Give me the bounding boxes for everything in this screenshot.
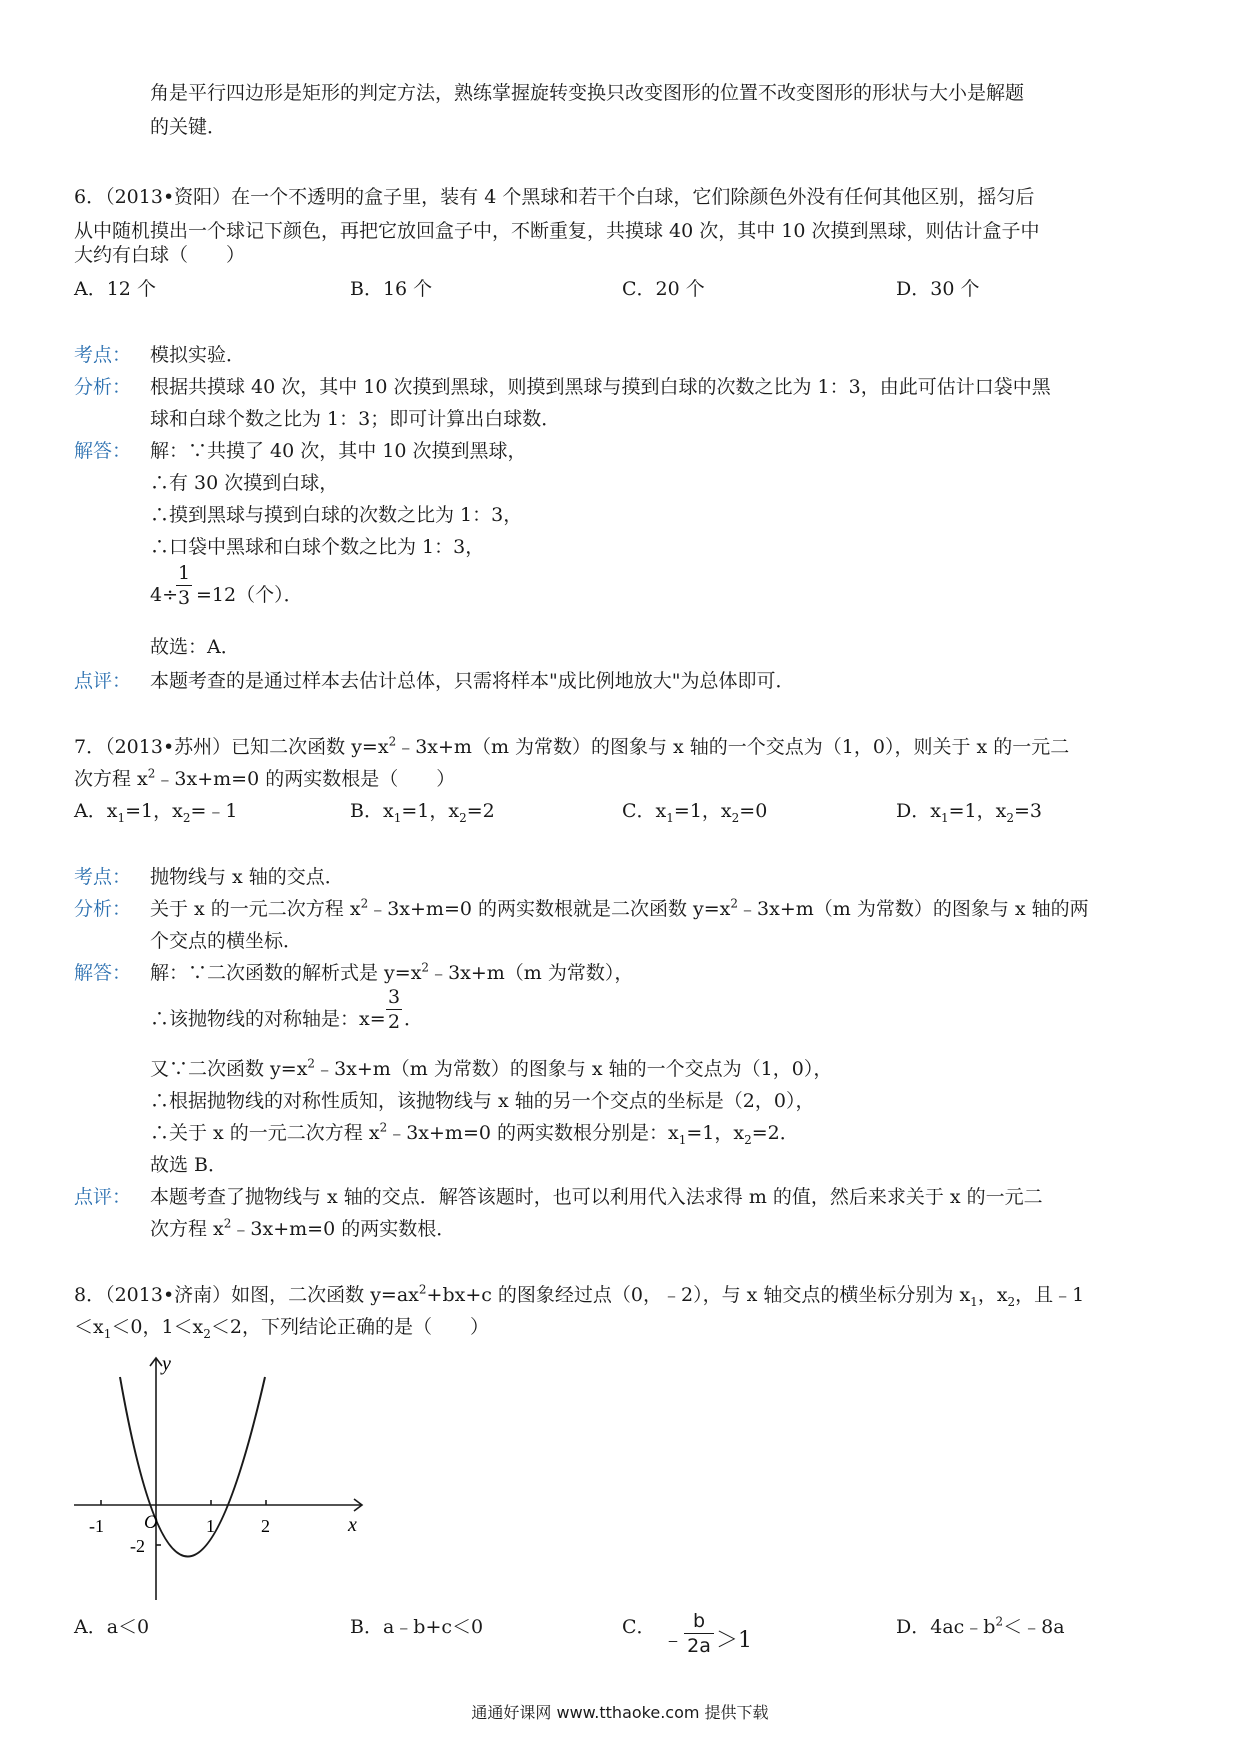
parabola-curve (120, 1377, 265, 1557)
page-footer: 通通好课网 www.tthaoke.com 提供下载 (471, 1703, 769, 1722)
q6-jieda-line-4: ∴口袋中黑球和白球个数之比为 1：3， (150, 536, 485, 558)
q7-dianping-line-1: 本题考查了抛物线与 x 轴的交点．解答该题时，也可以利用代入法求得 m 的值，然后来求关于 x 的一元二 (150, 1186, 1043, 1208)
q7-option-a: A．$x_1=1$，$x_2=﹣1$ (74, 800, 238, 825)
q7-stem-line-2: 次方程 $x^2﹣3x+m=0$ 的两实数根是（ ） (74, 766, 456, 790)
q6-stem-line-2: 从中随机摸出一个球记下颜色，再把它放回盒子中，不断重复，共摸球 40 次，其中 10 次摸到黑球，则估计盒子中 (74, 220, 1040, 242)
q7-axis-end: ． (404, 1008, 424, 1030)
x-axis-label: x (348, 1514, 357, 1536)
q6-guxuan: 故选：A． (150, 636, 240, 658)
q8-stem-line-2: $<x_1<0$，$1<x_2<2$，下列结论正确的是（ ） (74, 1316, 489, 1341)
q7-kaodian-label: 考点： (74, 866, 132, 888)
q6-calc-right: =12（个）． (196, 584, 303, 606)
q6-stem-line-1: 6．（2013•资阳）在一个不透明的盒子里，装有 4 个黑球和若干个白球，它们除颜色外没有任何其他区别，摇匀后 (74, 186, 1035, 208)
q7-guxuan: 故选 B． (150, 1154, 228, 1176)
q7-jieda-line-3: 又∵二次函数 $y=x^2﹣3x+m(m$ 为常数）的图象与 x 轴的一个交点为（1，0）， (150, 1056, 833, 1080)
q7-fenxi-label: 分析： (74, 898, 132, 920)
tick-label-2: 2 (261, 1516, 270, 1536)
tick-label-neg2: -2 (130, 1536, 145, 1556)
q6-jieda-line-1: 解：∵共摸了 40 次，其中 10 次摸到黑球， (150, 440, 527, 462)
q8-option-a: A．a＜0 (74, 1616, 150, 1638)
q7-dianping-line-2: 次方程 $x^2﹣3x+m=0$ 的两实数根． (150, 1216, 456, 1240)
q7-fenxi-line-1: 关于 x 的一元二次方程 $x^2﹣3x+m=0$ 的两实数根就是二次函数 $y=x^2﹣3x+m(m$ 为常数）的图象与 x 轴的两 (150, 896, 1089, 920)
q6-option-c: C．20 个 (622, 278, 705, 300)
origin-label: O (144, 1512, 158, 1533)
q7-axis-numerator: 3 (387, 986, 401, 1008)
q6-fenxi-label: 分析： (74, 376, 132, 398)
q7-fenxi-line-2: 个交点的横坐标． (150, 930, 303, 952)
q7-axis-fraction (386, 986, 402, 1033)
parabola-graph (64, 1350, 374, 1610)
q7-jieda-line-1: 解：∵二次函数的解析式是 $y=x^2﹣3x+m(m$ 为常数）， (150, 960, 634, 984)
q7-stem-line-1: 7．（2013•苏州）已知二次函数 $y=x^2﹣3x+m(m$ 为常数）的图象与 x 轴的一个交点为（1，0），则关于 x 的一元二 (74, 734, 1070, 758)
tick-label-1: 1 (206, 1516, 215, 1536)
q6-stem-line-3: 大约有白球（ ） (74, 244, 246, 266)
q6-jieda-line-3: ∴摸到黑球与摸到白球的次数之比为 1：3， (150, 504, 523, 526)
q8-option-c-minus: ﹣ (662, 1628, 685, 1653)
q7-jieda-line-2: ∴该抛物线的对称轴是：x= (150, 1008, 386, 1030)
q7-option-b: B．$x_1=1$，$x_2=2$ (350, 800, 495, 825)
q8-stem-line-1: 8．（2013•济南）如图，二次函数 $y=ax^2+bx+c$ 的图象经过点（0，﹣2），与 x 轴交点的横坐标分别为 $x_1$，$x_2$，且﹣1 (74, 1282, 1085, 1309)
q8-option-c-label: C． (622, 1616, 656, 1638)
q8-option-b: B．a﹣b+c＜0 (350, 1616, 484, 1638)
y-axis-label: y (162, 1353, 171, 1375)
q7-dianping-label: 点评： (74, 1186, 132, 1208)
q7-jieda-line-5: ∴关于 x 的一元二次方程 $x^2﹣3x+m=0$ 的两实数根分别是：$x_1=1$，$x_2=2$． (150, 1120, 799, 1147)
q7-option-c: C．$x_1=1$，$x_2=0$ (622, 800, 768, 825)
q6-fenxi-line-1: 根据共摸球 40 次，其中 10 次摸到黑球，则摸到黑球与摸到白球的次数之比为 1：3，由此可估计口袋中黑 (150, 376, 1051, 398)
intro-line-2: 的关键． (150, 116, 227, 138)
q7-option-d: D．$x_1=1$，$x_2=3$ (896, 800, 1042, 825)
q6-dianping-text: 本题考查的是通过样本去估计总体，只需将样本"成比例地放大"为总体即可． (150, 670, 795, 692)
q6-option-b: B．16 个 (350, 278, 433, 300)
q7-jieda-line-4: ∴根据抛物线的对称性质知，该抛物线与 x 轴的另一个交点的坐标是（2，0）， (150, 1090, 815, 1112)
q7-kaodian-text: 抛物线与 x 轴的交点． (150, 866, 344, 888)
q8-option-c-fraction (684, 1610, 714, 1657)
q6-jieda-label: 解答： (74, 440, 132, 462)
q6-calc-left: 4÷ (150, 584, 179, 606)
q8-option-c-relation: ＞1 (716, 1628, 752, 1653)
q6-option-a: A．12 个 (74, 278, 156, 300)
q6-kaodian-label: 考点： (74, 344, 132, 366)
intro-line-1: 角是平行四边形是矩形的判定方法，熟练掌握旋转变换只改变图形的位置不改变图形的形状与大小是解题 (150, 82, 1025, 104)
q6-calc-denominator: 3 (177, 587, 191, 609)
q8-option-c-numerator: b (692, 1610, 706, 1632)
q8-option-c-denominator: 2a (687, 1635, 711, 1657)
q8-option-d: D．$4ac﹣b^2<﹣8a$ (896, 1614, 1065, 1638)
q6-kaodian-text: 模拟实验． (150, 344, 246, 366)
q7-jieda-label: 解答： (74, 962, 132, 984)
tick-label-neg1: -1 (89, 1516, 104, 1536)
q6-calc-fraction (176, 562, 192, 609)
q6-fenxi-line-2: 球和白球个数之比为 1：3；即可计算出白球数． (150, 408, 561, 430)
q6-dianping-label: 点评： (74, 670, 132, 692)
q6-option-d: D．30 个 (896, 278, 980, 300)
q6-jieda-line-2: ∴有 30 次摸到白球， (150, 472, 339, 494)
q7-axis-denominator: 2 (387, 1011, 401, 1033)
q6-calc-numerator: 1 (177, 562, 191, 584)
